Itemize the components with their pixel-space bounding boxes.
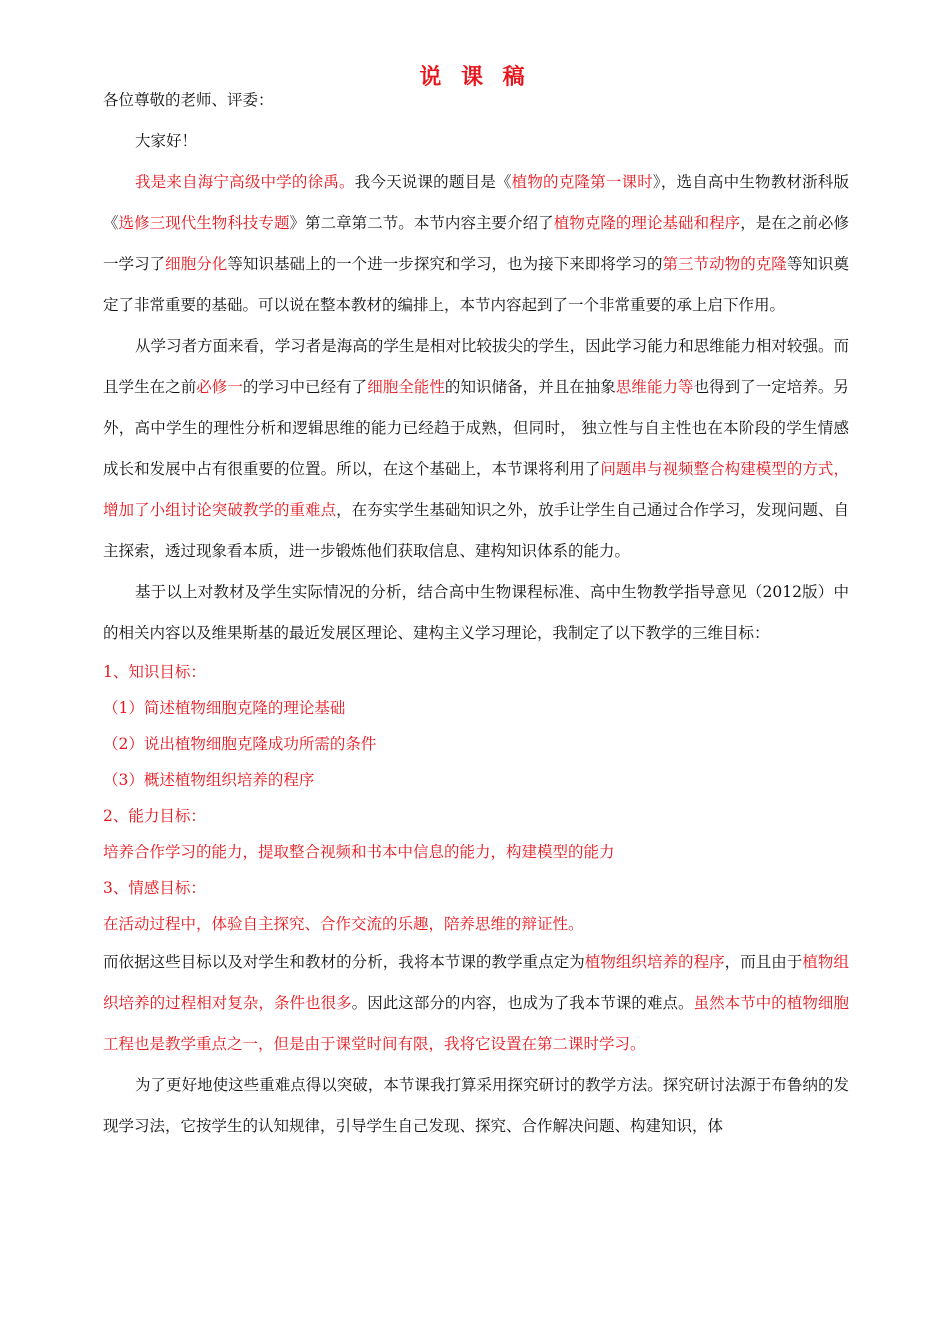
goal-knowledge-item: （2）说出植物细胞克隆成功所需的条件: [103, 735, 377, 753]
highlighted-text: 植物组织培养的过程相对复杂，条件也很多: [103, 953, 849, 1012]
highlighted-text: 植物的克隆第一课时: [511, 173, 653, 191]
goal-knowledge-item: （3）概述植物组织培养的程序: [103, 771, 315, 789]
hello-line: 大家好！: [135, 132, 198, 150]
highlighted-text: 虽然本节中的植物细胞工程也是教学重点之一，但是由于课堂时间有限，我将它设置在第二课时学习。: [103, 994, 849, 1053]
document-body: [103, 80, 849, 1147]
text-run: ，而且由于: [724, 953, 803, 971]
text-run: 等知识奠定了非常重要的基础。可以说在整本教材的编排上，本节内容起到了一个非常重要的承上启下作用。: [103, 255, 849, 314]
text-run: 也得到了一定培养。另外，高中学生的理性分析和逻辑思维的能力已经趋于成熟，但同时， 独立性与自主性也在本阶段的学生情感成长和发展中占有很重要的位置。所以，在这个基础上，本节课将利用了: [103, 378, 849, 478]
highlighted-text: 思维能力等: [615, 378, 694, 396]
greeting: 各位尊敬的老师、评委：: [103, 91, 274, 109]
highlighted-text: 细胞分化: [165, 255, 228, 273]
goal-emotion-text: 在活动过程中，体验自主探究、合作交流的乐趣，陪养思维的辩证性。: [103, 915, 584, 933]
text-run: 的学习中已经有了: [242, 378, 368, 396]
goal-knowledge-heading: 1、知识目标：: [103, 663, 206, 681]
goal-ability-text: 培养合作学习的能力，提取整合视频和书本中信息的能力，构建模型的能力: [103, 843, 615, 861]
highlighted-text: 植物组织培养的程序: [584, 953, 725, 971]
text-run: 我今天说课的题目是《: [354, 173, 512, 191]
text-run: 的知识储备，并且在抽象: [444, 378, 616, 396]
text-run: 而依据这些目标以及对学生和教材的分析，我将本节课的教学重点定为: [103, 953, 585, 971]
paragraph-intro: [103, 162, 849, 326]
document-title: 说 课 稿: [419, 65, 531, 90]
text-run: ，是在之前必修一学习了: [103, 214, 849, 273]
text-run: ，在夯实学生基础知识之外，放手让学生自己通过合作学习，发现问题、自主探索，透过现象看本质，进一步锻炼他们获取信息、建构知识体系的能力。: [103, 501, 849, 560]
paragraph-goals-intro: 基于以上对教材及学生实际情况的分析，结合高中生物课程标准、高中生物教学指导意见（2012版）中的相关内容以及维果斯基的最近发展区理论、建构主义学习理论，我制定了以下教学的三维目标：: [103, 583, 849, 642]
highlighted-text: 问题串与视频整合构建模型的方式，增加了小组讨论突破教学的重难点: [103, 460, 849, 519]
highlighted-text: 我是来自海宁高级中学的徐禹。: [135, 173, 355, 191]
highlighted-text: 必修一: [196, 378, 243, 396]
goal-knowledge-item: （1）简述植物细胞克隆的理论基础: [103, 699, 346, 717]
highlighted-text: 细胞全能性: [367, 378, 445, 396]
paragraph-key-points: [103, 942, 849, 1065]
text-run: 等知识基础上的一个进一步探究和学习，也为接下来即将学习的: [227, 255, 663, 273]
highlighted-text: 植物克隆的理论基础和程序: [553, 214, 741, 232]
paragraph-learners: [103, 326, 849, 572]
text-run: 》第二章第二节。本节内容主要介绍了: [289, 214, 554, 232]
goal-ability-heading: 2、能力目标：: [103, 807, 206, 825]
highlighted-text: 第三节动物的克隆: [662, 255, 787, 273]
text-run: 。因此这部分的内容，也成为了我本节课的难点。: [351, 994, 694, 1012]
goal-emotion-heading: 3、情感目标：: [103, 879, 206, 897]
highlighted-text: 选修三现代生物科技专题: [118, 214, 290, 232]
text-run: 从学习者方面来看，学习者是海高的学生是相对比较拔尖的学生，因此学习能力和思维能力相对较强。而且学生在之前: [103, 337, 849, 396]
paragraph-method: 为了更好地使这些重难点得以突破，本节课我打算采用探究研讨的教学方法。探究研讨法源于布鲁纳的发现学习法，它按学生的认知规律，引导学生自己发现、探究、合作解决问题、构建知识，体: [103, 1076, 849, 1135]
text-run: 》，选自高中生物教材浙科版《: [103, 173, 849, 232]
